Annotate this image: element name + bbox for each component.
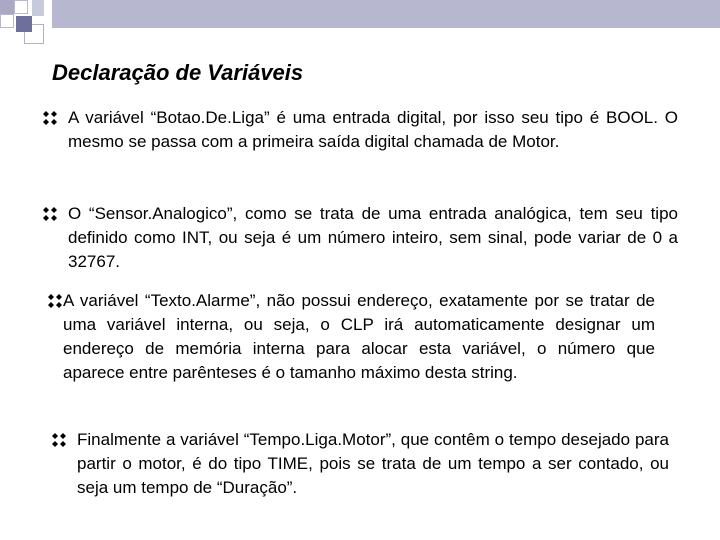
decor-square [0,14,14,28]
decor-square [0,0,14,14]
diamond-bullet-icon [47,293,63,309]
bullet-item [68,106,678,154]
diamond-bullet-icon [42,110,58,126]
bullet-item [68,202,678,274]
diamond-bullet-icon [51,432,67,448]
bullet-item [63,289,655,385]
diamond-bullet-icon [42,206,58,222]
bullet-text: O “Sensor.Analogico”, como se trata de uma entrada analógica, tem seu tipo definido como INT, ou seja é um número inteiro, sem sinal, pode variar de 0 a 32767. [68,204,678,271]
bullet-item [77,428,669,500]
header-stripe [52,0,720,28]
bullet-text: A variável “Botao.De.Liga” é uma entrada digital, por isso seu tipo é BOOL. O mesmo se passa com a primeira saída digital chamada de Motor. [68,108,678,151]
bullet-text: A variável “Texto.Alarme”, não possui endereço, exatamente por se tratar de uma variável interna, ou seja, o CLP irá automaticamente designar um endereço de memória interna para alocar esta variável, o número que aparece entre parênteses é o tamanho máximo desta string. [63,291,655,382]
header-decoration [0,0,720,44]
decor-square [32,0,44,16]
bullet-text: Finalmente a variável “Tempo.Liga.Motor”, que contêm o tempo desejado para partir o motor, é do tipo TIME, pois se trata de um tempo a ser contado, ou seja um tempo de “Duração”. [77,430,669,497]
decor-square [14,0,28,14]
slide-title: Declaração de Variáveis [52,60,304,85]
decor-square [16,16,32,32]
